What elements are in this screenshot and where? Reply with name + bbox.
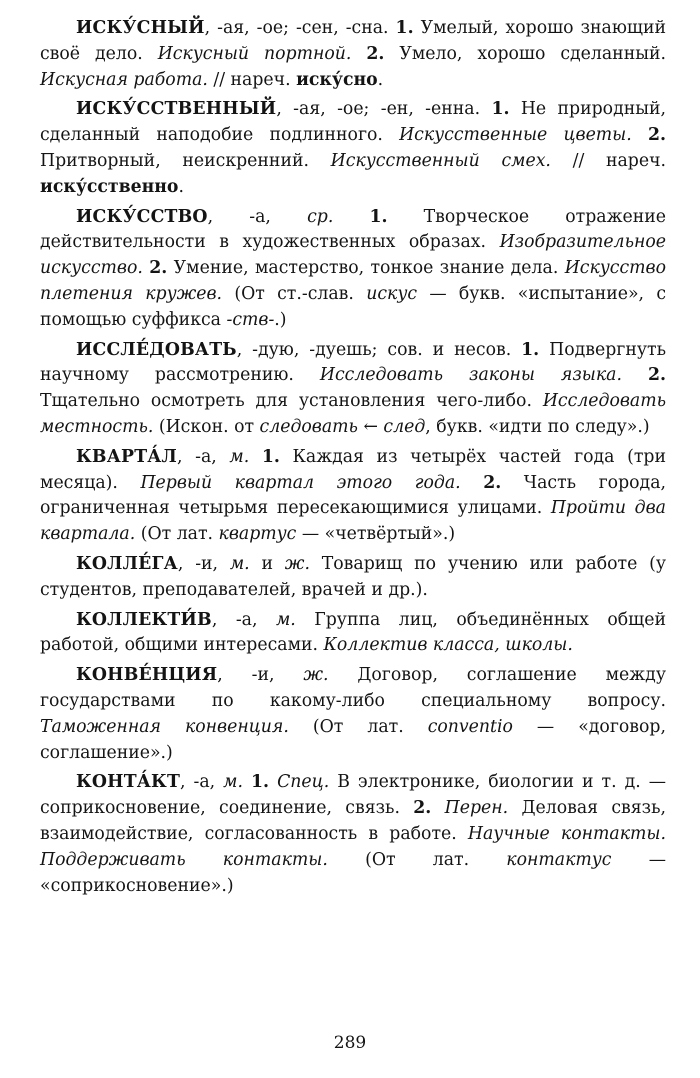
entry-text: (От ст.-слав. (222, 283, 367, 304)
entry-bold-text: иску́сственно (40, 176, 179, 197)
entry-list (40, 16, 666, 899)
entry-bold-text: 1. (261, 446, 280, 467)
entry-text: // нареч. (207, 69, 297, 90)
entry-bold-text: 2. (647, 365, 666, 386)
entry-italic-text: следовать ← след (259, 416, 426, 437)
entry-text: Группа лиц, объединённых общей работой, общими интересами. (40, 609, 666, 656)
entry-italic-text: Перен. (444, 798, 509, 819)
entry-text: В электронике, биологии и т. д. — соприкосновение, соединение, связь. (40, 772, 666, 819)
entry-bold-text: 2. (647, 125, 666, 146)
entry-bold-text: 1. (395, 18, 414, 38)
entry-text (249, 447, 262, 467)
entry-text: Не природный, сделанный наподобие подлинного. (40, 99, 666, 146)
entry-text: , букв. «идти по следу».) (425, 416, 650, 437)
entry-text: // нареч. (550, 150, 666, 171)
entry-bold-text: 2. (413, 798, 432, 819)
dictionary-entry-kontakt (40, 770, 666, 899)
entry-text: Подвергнуть научному рассмотрению. (40, 339, 666, 386)
entry-text: Умело, хорошо сделанный. (384, 43, 666, 64)
entry-italic-text: Таможенная конвенция. (40, 716, 289, 737)
entry-italic-text: Искусный портной. (157, 43, 352, 64)
entry-italic-text: ж. (284, 553, 310, 574)
dictionary-entry-kollektiv (40, 608, 666, 660)
entry-headword: ИСКУ́ССТВЕННЫЙ (76, 99, 277, 120)
entry-italic-text: Искусственный смех. (330, 150, 551, 171)
entry-italic-text: Искусство плетения кружев. (40, 258, 667, 304)
entry-text (351, 44, 366, 64)
entry-text: .) (274, 309, 287, 330)
entry-text (243, 772, 251, 792)
entry-italic-text: Исследовать законы языка. (319, 365, 622, 386)
entry-italic-text: Первый квартал этого года. (140, 472, 461, 493)
entry-italic-text: ср. (307, 206, 334, 227)
entry-text: — «договор, соглашение».) (40, 716, 666, 763)
entry-italic-text: Спец. (277, 772, 330, 793)
entry-headword: КОНВЕ́НЦИЯ (76, 665, 218, 686)
entry-text: Товарищ по учению или работе (у студентов, преподавателей, врачей и др.). (40, 553, 666, 600)
entry-text (431, 798, 444, 818)
entry-italic-text: контактус (506, 849, 612, 870)
entry-headword: ИССЛЕ́ДОВАТЬ (76, 339, 237, 360)
entry-italic-text: искус (366, 283, 418, 304)
entry-headword: КВАРТА́Л (76, 446, 178, 467)
entry-text: (От лат. (288, 716, 428, 737)
entry-headword: КОНТА́КТ (76, 772, 181, 793)
entry-text (269, 772, 277, 792)
entry-text: Притворный, неискренний. (40, 150, 331, 171)
entry-headword: КОЛЛЕ́ГА (76, 553, 178, 574)
entry-bold-text: 1. (521, 339, 540, 360)
entry-bold-text: 2. (149, 258, 168, 279)
entry-text: , -и, (217, 665, 304, 686)
entry-text: Договор, соглашение между государствами по какому-либо специальному вопросу. (40, 665, 666, 711)
entry-italic-text: Изобразительное искусство. (40, 232, 666, 279)
entry-bold-text: 2. (483, 472, 502, 493)
entry-italic-text: Коллектив класса, школы. (323, 635, 573, 656)
entry-headword: ИСКУ́СНЫЙ (76, 18, 205, 38)
entry-italic-text: м. (275, 609, 296, 630)
entry-italic-text: -ств- (226, 309, 275, 330)
entry-text (461, 473, 484, 493)
dictionary-entry-kollega (40, 552, 666, 604)
entry-headword: КОЛЛЕКТИ́В (76, 609, 212, 630)
entry-text: . (377, 69, 384, 90)
entry-text: Каждая из четырёх частей года (три месяца). (40, 446, 666, 493)
entry-text: Деловая связь, взаимодействие, согласованность в работе. (40, 798, 666, 844)
entry-bold-text: иску́сно (296, 69, 378, 90)
entry-italic-text: м. (229, 446, 250, 467)
entry-text: , -ая, -ое; -сен, -сна. (204, 18, 396, 38)
entry-text: , -а, (211, 609, 276, 630)
entry-italic-text: м. (229, 553, 250, 574)
entry-italic-text: Искусственные цветы. (399, 125, 632, 146)
entry-italic-text: м. (223, 772, 243, 793)
entry-text: , -и, (177, 553, 230, 574)
entry-text: , -дую, -дуешь; сов. и несов. (236, 339, 522, 360)
entry-text (632, 125, 648, 145)
entry-text: , -а, (207, 206, 308, 227)
entry-italic-text: квартус (218, 524, 297, 545)
entry-italic-text: Пройти два квартала. (40, 498, 666, 545)
entry-text: — букв. «испытание», с помощью суффикса (40, 283, 667, 330)
entry-text: Творческое отражение действительности в художественных образах. (40, 206, 666, 253)
entry-text (333, 207, 369, 227)
entry-text: Умелый, хорошо знающий своё дело. (40, 18, 666, 64)
entry-text (622, 365, 648, 385)
entry-italic-text: Научные контакты. Поддерживать контакты. (40, 823, 666, 870)
entry-headword: ИСКУ́ССТВО (76, 206, 208, 227)
entry-text: , -а, (180, 772, 224, 793)
entry-text: (Искон. от (153, 416, 260, 437)
entry-text: — «соприкосновение».) (40, 849, 666, 896)
dictionary-entry-iskusstvo (40, 205, 666, 334)
entry-text: Тщательно осмотреть для установления чего-либо. (40, 391, 543, 412)
entry-text: , -ая, -ое; -ен, -енна. (276, 99, 492, 120)
entry-text: (От лат. (135, 524, 219, 545)
entry-text: Часть города, ограниченная четырьмя пересекающимися улицами. (40, 472, 666, 519)
entry-italic-text: ж. (303, 665, 329, 686)
entry-italic-text: Искусная работа. (40, 69, 208, 90)
entry-italic-text: Исследовать местность. (40, 391, 666, 437)
entry-bold-text: 1. (369, 206, 388, 227)
entry-bold-text: 1. (491, 99, 510, 120)
entry-text: и (249, 553, 285, 574)
entry-text: . (178, 176, 184, 197)
dictionary-entry-konventsiya (40, 663, 666, 766)
dictionary-page (40, 16, 666, 1016)
page-number: 289 (333, 1033, 367, 1053)
entry-bold-text: 2. (366, 43, 385, 64)
dictionary-entry-iskusstvenny (40, 97, 666, 200)
dictionary-entry-iskusny (40, 16, 666, 93)
entry-text: — «четвёртый».) (296, 524, 456, 545)
dictionary-entry-kvartal (40, 445, 666, 548)
entry-italic-text: conventio (427, 716, 513, 737)
entry-text: , -а, (177, 446, 230, 467)
dictionary-entry-issledovat (40, 338, 666, 441)
entry-text: Умение, мастерство, тонкое знание дела. (167, 258, 565, 279)
entry-text: (От лат. (327, 849, 507, 870)
entry-bold-text: 1. (251, 772, 270, 793)
